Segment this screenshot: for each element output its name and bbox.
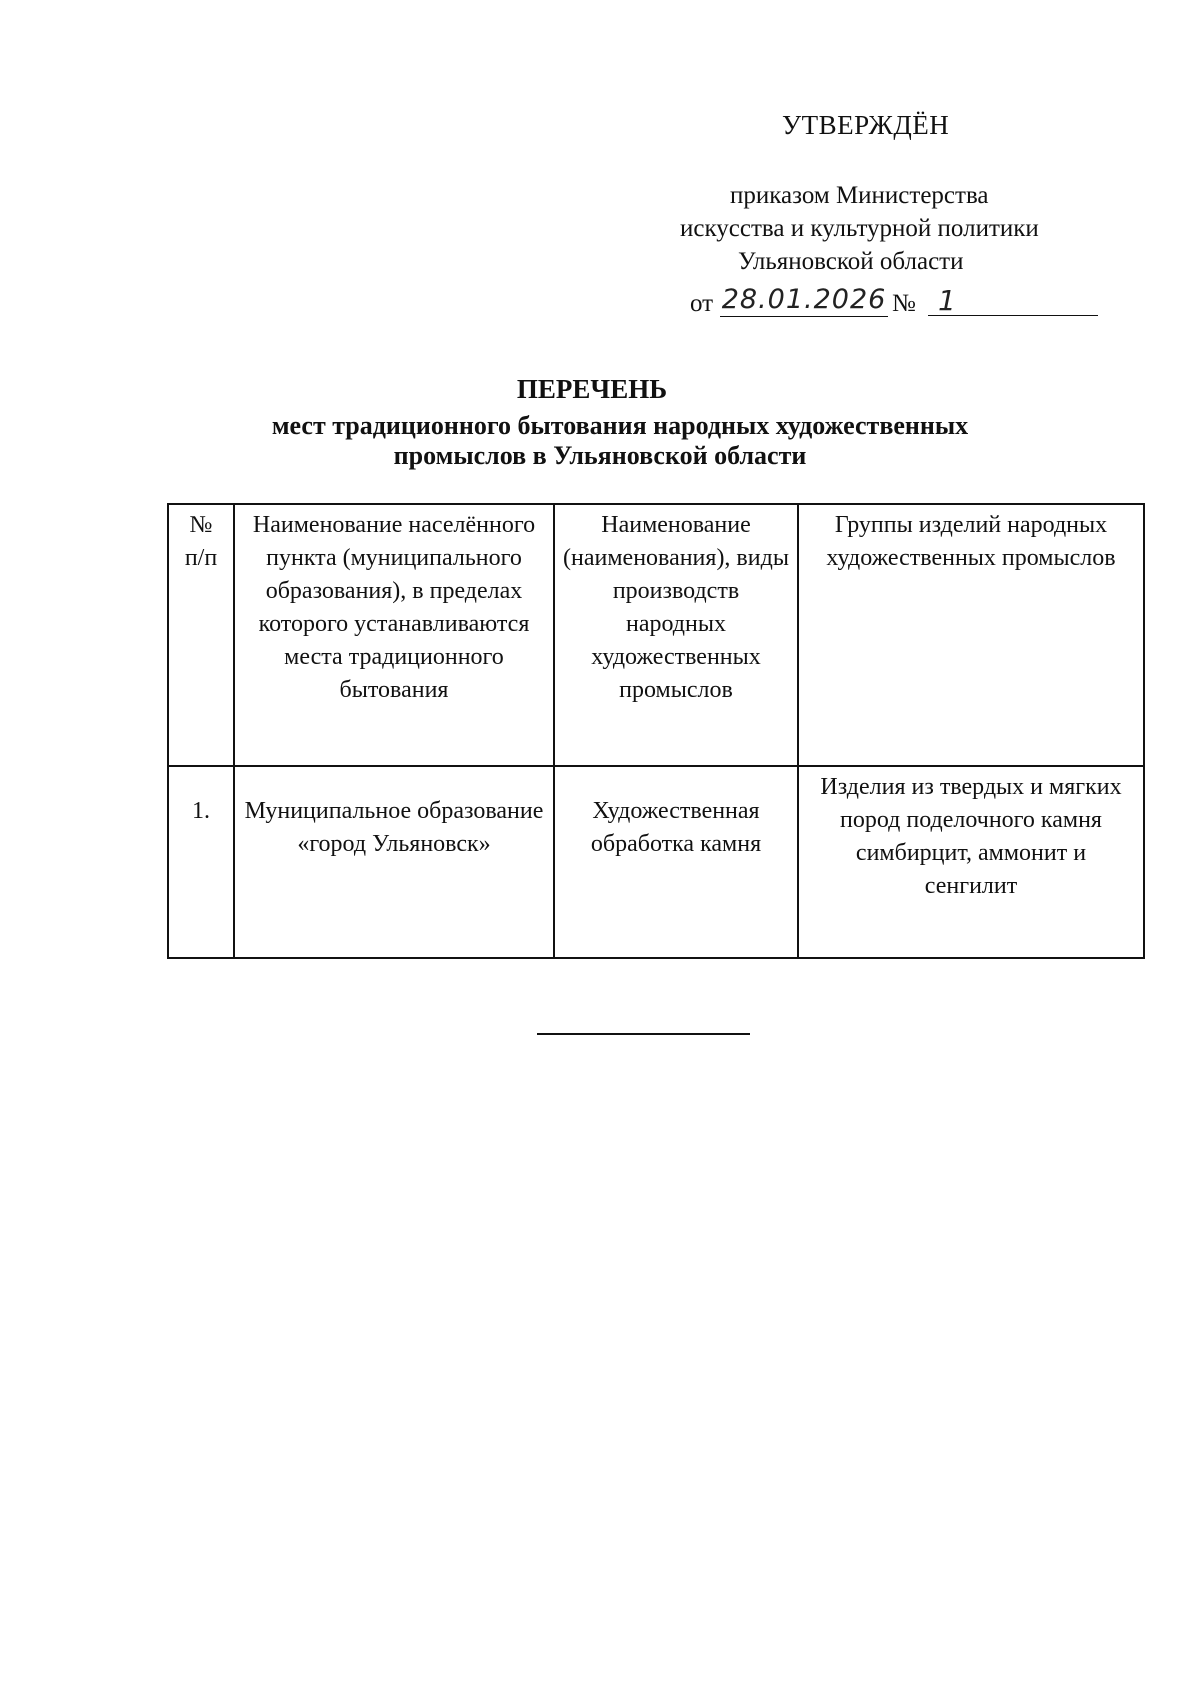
number-prefix: №: [892, 290, 916, 317]
table-row: [168, 766, 1144, 958]
order-date-number-row: [690, 280, 1120, 320]
document-subtitle-line-1: мест традиционного бытования народных художественных: [271, 411, 969, 440]
header-settlement: Наименование населённого пункта (муниципального образования), в пределах которого устанавливаются места традиционного бытования: [234, 504, 554, 766]
header-product-groups: Группы изделий народных художественных промыслов: [798, 504, 1144, 766]
approval-line-3: Ульяновской области: [738, 248, 964, 275]
order-number-handwritten: 1: [928, 284, 1098, 316]
crafts-places-table: [167, 503, 1145, 959]
order-date-handwritten: 28.01.2026: [721, 284, 887, 315]
header-number: № п/п: [168, 504, 234, 766]
date-prefix: от: [690, 290, 714, 317]
table-header-row: [168, 504, 1144, 766]
document-title: ПЕРЕЧЕНЬ: [516, 374, 668, 404]
approval-line-2: искусства и культурной политики: [680, 215, 1039, 242]
header-production-types: Наименование (наименования), виды производств народных художественных промыслов: [554, 504, 798, 766]
document-subtitle-line-2: промыслов в Ульяновской области: [393, 441, 807, 470]
row-production-type: Художественная обработка камня: [554, 766, 798, 958]
approved-stamp-heading: УТВЕРЖДЁН: [782, 110, 950, 140]
end-of-list-rule: [537, 1033, 750, 1035]
approval-line-1: приказом Министерства: [730, 182, 989, 209]
row-number: 1.: [168, 766, 234, 958]
row-settlement: Муниципальное образование «город Ульяновск»: [234, 766, 554, 958]
row-product-groups: Изделия из твердых и мягких пород поделочного камня симбирцит, аммонит и сенгилит: [798, 766, 1144, 958]
